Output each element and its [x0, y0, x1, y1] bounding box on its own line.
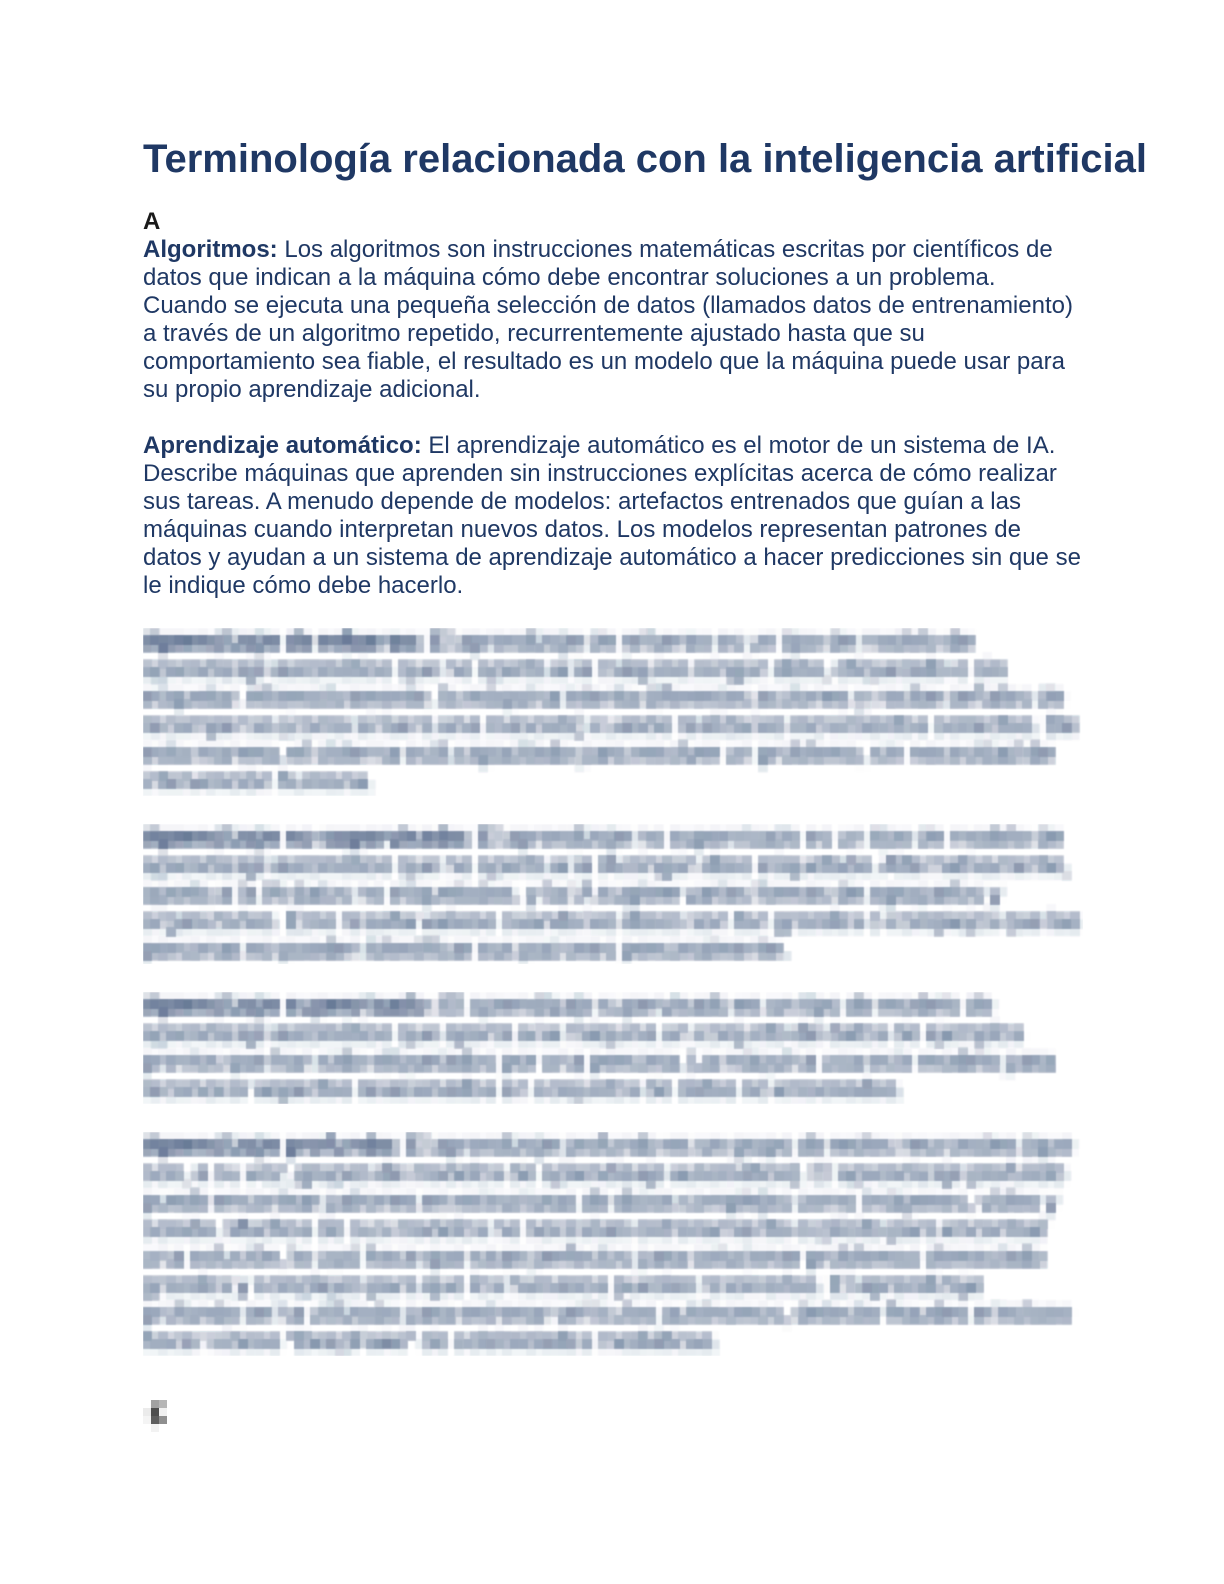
term-label: Aprendizaje automático: — [143, 432, 422, 459]
definition-text: El aprendizaje supervisado es un tipo de modelo de aprendizaje automático que aporta a la máquina un conjunto de datos de ejemplos previos que han sido etiquetados por una persona. La máquina usa este modelo para reconocer aspectos relacionados en conjuntos de datos no entrenados. — [143, 992, 1053, 1103]
definition-paragraph-aprendizaje-automatico — [143, 432, 1083, 600]
definition-text: El aprendizaje profundo es un grupo de redes neuronales (que son, a su vez, grupos de modelos de aprendizaje automático). El aprendizaje profundo puede encontrar patrones en estructuras de datos complejas como imágenes, vídeo y sonido. Muchos de sus modelos no necesitan entrenamiento explícito para encontrar una solución, lo cual hace que sean perfectos para solucionar problemas demasiado grandes y complejos para que los humanos puedan resolverlos. El aprendizaje profundo se ha utilizado para entrenar vehículos autónomos, detectar fraudes e incluso hacer vídeos "DeepFake" de celebridades mediáticas. — [143, 1132, 1073, 1355]
definition-paragraph-aprendizaje-profundo-blurred — [143, 1132, 1083, 1356]
pixelated-gray-artifact — [143, 1400, 167, 1432]
term-label: Aprendizaje de refuerzo: — [143, 628, 424, 655]
term-label: Aprendizaje no supervisado: — [143, 824, 472, 851]
definition-text: El aprendizaje de refuerzo es un tipo de modelo de aprendizaje automático que no aporta a la máquina ningún dato, etiquetado o sin etiquetar. Alternativamente, la máquina intenta diferentes acciones y recibe señales de recompensa (como si fuera una mascota) cuando realiza los movimientos correctos. De esta manera, el sistema está capacitado para resolver un problema, sin necesidad de intervención humana. — [143, 628, 1077, 795]
definition-paragraph-aprendizaje-no-supervisado-blurred — [143, 824, 1083, 964]
page-title: Terminología relacionada con la inteligencia artificial — [143, 137, 1147, 181]
definition-paragraph-aprendizaje-supervisado-blurred — [143, 992, 1083, 1104]
definition-text: Los algoritmos son instrucciones matemáticas escritas por científicos de datos que indican a la máquina cómo debe encontrar soluciones a un problema. Cuando se ejecuta una pequeña selección de datos (llamados datos de entrenamiento) a través de un algoritmo repetido, recurrentemente ajustado hasta que su comportamiento sea fiable, el resultado es un modelo que la máquina puede usar para su propio aprendizaje adicional. — [143, 236, 1073, 403]
term-label: Aprendizaje profundo: — [143, 1132, 399, 1159]
term-label: Aprendizaje supervisado: — [143, 992, 436, 1019]
definition-paragraph-algoritmos — [143, 236, 1083, 404]
definition-text: El aprendizaje no supervisado es un tipo de modelo de aprendizaje automático que no aporta a la IA ningún dato etiquetado. Alternativamente, aporta a la IA datos no etiquetados, y la IA sugiere varias formas de agruparlos y organizarlos. Esto resulta valioso cuando los datos son tan grandes o complejos que las personas no pueden identificar sus patrones personalmente. — [143, 824, 1081, 963]
section-letter-heading: A — [143, 208, 161, 235]
pixelated-artifact-icon — [143, 1400, 167, 1432]
definition-text: El aprendizaje automático es el motor de un sistema de IA. Describe máquinas que aprenden sin instrucciones explícitas acerca de cómo realizar sus tareas. A menudo depende de modelos: artefactos entrenados que guían a las máquinas cuando interpretan nuevos datos. Los modelos representan patrones de datos y ayudan a un sistema de aprendizaje automático a hacer predicciones sin que se le indique cómo debe hacerlo. — [143, 432, 1081, 599]
definition-paragraph-aprendizaje-de-refuerzo-blurred — [143, 628, 1083, 796]
term-label: Algoritmos: — [143, 236, 278, 263]
document-content — [143, 136, 1147, 1356]
